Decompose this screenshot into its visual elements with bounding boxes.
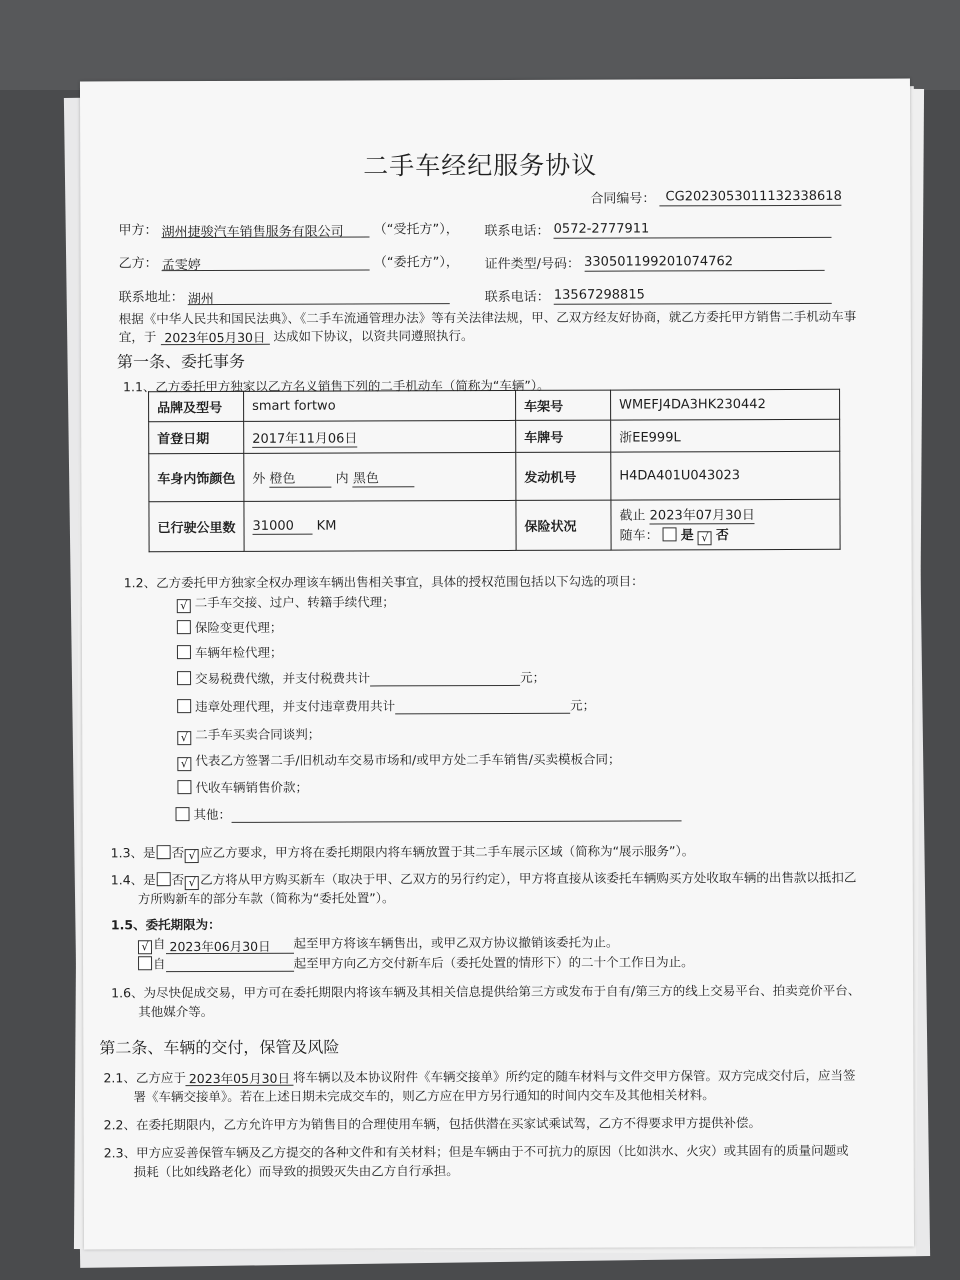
mileage-value: 31000 [252,518,312,534]
clause-1-6: 1.6、为尽快促成交易，甲方可在委托期限内将该车辆及其相关信息提供给第三方或发布于自有/第三方的线上交易平台、拍卖竞价平台、 [111,982,861,1001]
clause-2-3-continued: 损耗（比如线路老化）而导致的损毁灭失由乙方自行承担。 [133,1163,459,1180]
brand-value: smart fortwo [244,390,516,421]
insurance-until [619,504,831,525]
with-car-row [620,524,832,546]
clause-2-3: 2.3、甲方应妥善保管车辆及乙方提交的各种文件和有关材料；但是车辆由于不可抗力的原因（比如洪水、火灾）或其固有的质量问题或 [103,1142,849,1161]
registration-label: 首登日期 [149,421,244,453]
option-taxes [177,668,545,687]
option-collect-payment-checkbox[interactable] [177,780,191,794]
clause-1-3 [111,841,695,863]
document-title: 二手车经纪服务协议 [363,150,598,181]
clause-1-2: 1.2、乙方委托甲方独家全权办理该车辆出售相关事宜，具体的授权范围包括以下勾选的项目： [123,573,644,591]
option-sign-contract [177,750,620,772]
color-cell [244,452,516,501]
intro-suffix: 达成如下协议，以资共同遵照执行。 [273,328,474,344]
contact-phone-row [485,285,832,305]
party-b-name: 孟雯婷 [162,253,370,271]
option-transfer [177,592,395,613]
insurance-label: 保险状况 [516,500,611,550]
option-negotiation-checkbox[interactable]: √ [177,731,191,745]
exterior-label: 外 [252,471,266,487]
term-option-b-checkbox[interactable] [138,956,152,970]
option-taxes-checkbox[interactable] [177,671,191,685]
interior-color: 黑色 [353,467,415,487]
term-option-b-text: 起至甲方向乙方交付新车后（委托处置的情形下）的二十个工作日为止。 [293,954,694,971]
with-car-no-checkbox[interactable]: √ [698,531,712,545]
clause-2-2: 2.2、在委托期限内，乙方允许甲方为销售目的合理使用车辆，包括供潜在买家试乘试驾，乙方不得要求甲方提供补偿。 [103,1115,762,1133]
engine-label: 发动机号 [516,452,611,500]
option-sign-contract-checkbox[interactable]: √ [177,757,191,771]
clause-1-4-no-label: 否 [171,872,185,888]
term-option-a [138,933,619,955]
term-option-b-date-blank[interactable] [166,955,294,972]
option-negotiation [177,725,320,745]
taxes-unit: 元； [520,669,546,685]
section-2-heading: 第二条、车辆的交付，保管及风险 [99,1037,340,1058]
party-b-label: 乙方： [118,256,158,272]
clause-1-3-yes-label: 1.3、是 [110,845,156,861]
vin-label: 车架号 [516,390,611,420]
clause-1-4 [111,868,857,891]
option-other-checkbox[interactable] [175,807,189,821]
clause-2-1-continued: 署《车辆交接单》。若在上述日期未完成交车的，则乙方应在甲方另行通知的时间内交车及其他相关材料。 [133,1087,715,1105]
section-1-heading: 第一条、委托事务 [116,351,245,372]
party-a-phone-label: 联系电话： [484,223,550,240]
plate-value: 浙EE999L [611,419,840,452]
contract-number-label: 合同编号： [590,191,656,207]
party-b-id: 330501199201074762 [584,254,824,272]
mileage-unit: KM [316,518,337,534]
insurance-until-label: 截止 [619,508,646,524]
option-collect-payment [177,778,308,796]
color-label: 车身内饰颜色 [149,453,244,501]
brand-label: 品牌及型号 [149,391,244,421]
plate-label: 车牌号 [516,420,611,452]
clause-1-3-no-label: 否 [171,845,185,861]
term-option-a-date: 2023年06月30日 [165,937,293,954]
option-inspection-checkbox[interactable] [177,645,191,659]
address-row [118,285,450,308]
term-option-a-prefix: 自 [152,936,166,952]
clause-1-4-no-checkbox[interactable]: √ [185,876,199,890]
contact-phone-label: 联系电话： [484,289,550,306]
contract-number [590,187,842,207]
clause-1-3-text: 应乙方要求，甲方将在委托期限内将车辆放置于其二手车展示区域（简称为“展示服务”）。 [200,843,695,861]
option-insurance [177,618,283,636]
mileage-label: 已行驶公里数 [149,501,244,551]
option-taxes-label: 交易税费代缴，并支付税费共计 [195,670,371,687]
with-car-yes-label: 是 [680,528,694,544]
option-violations [177,696,595,715]
address-label: 联系地址： [118,290,184,306]
option-sign-contract-label: 代表乙方签署二手/旧机动车交易市场和/或甲方处二手车销售/买卖模板合同； [195,751,621,769]
with-car-yes-checkbox[interactable] [663,527,677,541]
option-transfer-checkbox[interactable]: √ [177,599,191,613]
party-a-phone: 0572-2777911 [554,221,832,239]
party-a-label: 甲方： [118,223,158,239]
registration-date: 2017年11月06日 [252,427,357,447]
clause-1-1: 1.1、乙方委托甲方独家以乙方名义销售下列的二手机动车（简称为“车辆”）。 [123,377,550,395]
clause-1-3-yes-checkbox[interactable] [157,845,171,859]
party-b-role: （“委托方”）， [373,255,459,271]
intro-line-2 [119,326,474,345]
other-blank[interactable] [231,804,681,823]
option-inspection-label: 车辆年检代理； [194,644,283,661]
option-collect-payment-label: 代收车辆销售价款； [195,779,308,796]
desk-background [0,0,960,90]
clause-2-1-text: 将车辆以及本协议附件《车辆交接单》所约定的随车材料与文件交甲方保管。双方完成交付后，应当签 [292,1067,856,1085]
party-b-id-row [485,252,825,272]
option-other [175,803,681,823]
option-violations-checkbox[interactable] [177,699,191,713]
interior-label: 内 [335,471,349,487]
party-a-name: 湖州捷骏汽车销售服务有限公司 [162,220,370,238]
vin-value: WMEFJ4DA3HK230442 [611,389,840,420]
option-inspection [177,643,283,661]
party-a-role: （“受托方”）， [373,222,459,238]
party-b-id-label: 证件类型/号码： [484,256,581,273]
insurance-until-date: 2023年07月30日 [650,504,755,524]
option-insurance-checkbox[interactable] [177,620,191,634]
contact-phone: 13567298815 [554,287,832,305]
clause-1-4-yes-checkbox[interactable] [157,872,171,886]
party-b-row [118,251,459,274]
clause-2-1 [103,1066,855,1087]
clause-1-4-continued: 方所购新车的部分车款（简称为“委托处置”）。 [137,890,395,907]
address-value: 湖州 [188,287,450,305]
term-option-a-text: 起至甲方将该车辆售出，或甲乙双方协议撤销该委托为止。 [293,934,619,951]
intro-prefix: 宜，于 [118,329,157,345]
contract-page [80,79,914,1250]
vehicle-table [148,389,841,552]
exterior-color: 橙色 [269,467,331,487]
violations-unit: 元； [570,697,596,713]
option-violations-label: 违章处理代理，并支付违章费用共计 [195,698,396,715]
intro-line-1: 根据《中华人民共和国民法典》、《二手车流通管理办法》等有关法律法规，甲、乙双方经友好协商，就乙方委托甲方销售二手机动车事 [118,308,857,327]
insurance-cell [611,499,840,550]
clause-1-4-text: 乙方将从甲方购买新车（取决于甲、乙双方的另行约定），甲方将直接从该委托车辆购买方处收取车辆的出售款以抵扣乙 [200,869,857,888]
registration-cell [244,420,516,453]
clause-1-6-continued: 其他媒介等。 [138,1003,214,1020]
party-a-row [118,218,459,241]
clause-1-5-heading: 1.5、委托期限为： [110,916,221,933]
option-other-label: 其他： [193,806,232,823]
term-option-b-prefix: 自 [153,956,166,972]
option-insurance-label: 保险变更代理； [194,619,283,636]
with-car-label: 随车： [619,528,659,544]
violations-amount-blank[interactable] [395,697,570,715]
clause-2-1-date: 2023年05月30日 [186,1069,293,1086]
with-car-no-label: 否 [715,528,729,544]
taxes-amount-blank[interactable] [370,669,520,687]
party-a-phone-row [484,219,831,239]
clause-1-4-yes-label: 1.4、是 [110,872,156,888]
clause-2-1-prefix: 2.1、乙方应于 [103,1070,186,1086]
contract-number-value: CG2023053011132338618 [660,189,842,207]
term-option-a-checkbox[interactable]: √ [138,940,152,954]
clause-1-3-no-checkbox[interactable]: √ [185,849,199,863]
intro-date: 2023年05月30日 [160,328,269,345]
option-transfer-label: 二手车交接、过户、转籍手续代理； [194,594,395,611]
mileage-cell [244,500,516,551]
option-negotiation-label: 二手车买卖合同谈判； [195,726,321,743]
term-option-b [138,952,694,972]
engine-value: H4DA401U043023 [611,451,840,500]
